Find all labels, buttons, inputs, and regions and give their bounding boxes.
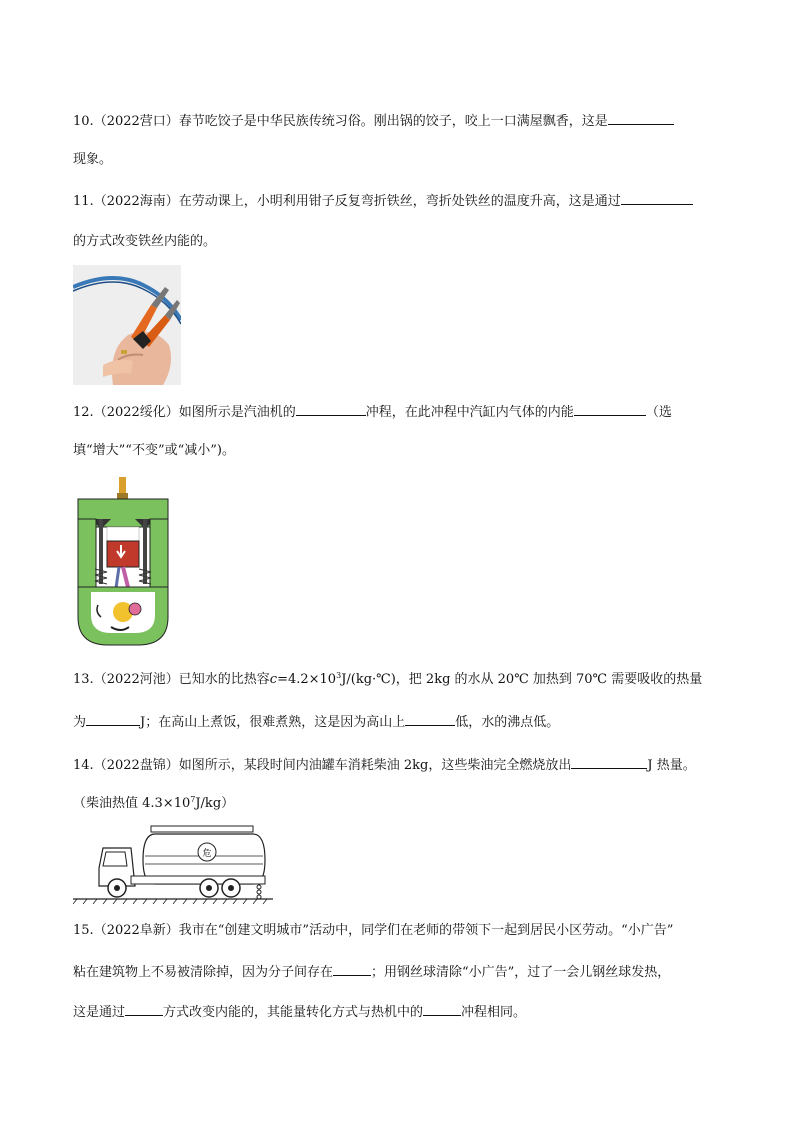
question-text: 方式改变内能的，其能量转化方式与热机中的: [163, 1005, 424, 1020]
question-text: 粘在建筑物上不易被清除掉，因为分子间存在: [73, 965, 334, 980]
question-text: 如图所示是汽油机的: [178, 405, 296, 420]
question-source: （2022盘锦）: [93, 758, 179, 773]
question-source: （2022绥化）: [93, 405, 179, 420]
question-15-line-2: [73, 962, 670, 982]
question-text: 低，水的沸点低。: [455, 715, 560, 730]
question-number: 12.: [73, 405, 94, 420]
answer-blank[interactable]: [423, 1002, 461, 1016]
tank-hazard-label: 危: [202, 849, 212, 859]
oil-tanker-truck-diagram: [73, 820, 273, 905]
question-text: 春节吃饺子是中华民族传统习俗。刚出锅的饺子，咬上一口满屋飘香，这是: [178, 114, 608, 129]
question-text: 填“增大”“不变”或“减小”)。: [73, 443, 235, 458]
pliers-bending-wire-photo: [73, 265, 181, 385]
question-14-note: [73, 795, 234, 813]
question-text: J；在高山上煮饭，很难煮熟，这是因为高山上: [140, 715, 406, 730]
question-10-line-2: [73, 151, 112, 169]
question-text: （柴油热值 4.3×10: [73, 796, 191, 811]
formula-value: =4.2×10: [277, 672, 337, 687]
question-14-line-1: [73, 755, 696, 775]
question-text: 的方式改变铁丝内能的。: [73, 234, 217, 249]
question-15-line-1: [73, 922, 673, 940]
question-number: 10.: [73, 114, 94, 129]
question-source: （2022阜新）: [93, 923, 179, 938]
question-text: 如图所示，某段时间内油罐车消耗柴油 2kg，这些柴油完全燃烧放出: [178, 758, 572, 773]
question-number: 14.: [73, 758, 94, 773]
answer-blank[interactable]: [405, 712, 455, 726]
question-text: 冲程相同。: [461, 1005, 527, 1020]
question-text: 冲程，在此冲程中汽缸内气体的内能: [365, 405, 574, 420]
question-number: 13.: [73, 672, 94, 687]
answer-blank[interactable]: [608, 111, 674, 125]
question-source: （2022河池）: [93, 672, 179, 687]
question-15-line-3: [73, 1002, 526, 1022]
question-10-line-1: [73, 111, 674, 131]
question-source: （2022营口）: [93, 114, 179, 129]
question-number: 11.: [73, 194, 94, 209]
answer-blank[interactable]: [125, 1002, 163, 1016]
question-text: J/kg）: [195, 796, 235, 811]
formula-unit: J/(kg·℃): [341, 672, 396, 687]
question-text: 已知水的比热容: [178, 672, 270, 687]
question-text: 这是通过: [73, 1005, 126, 1020]
answer-blank[interactable]: [571, 755, 647, 769]
gasoline-engine-diagram: [73, 477, 173, 647]
question-13-line-1: [73, 671, 702, 689]
question-text: 为: [73, 715, 87, 730]
question-text: ，把 2kg 的水从 20℃ 加热到 70℃ 需要吸收的热量: [395, 672, 703, 687]
question-text: 在劳动课上，小明利用钳子反复弯折铁丝，弯折处铁丝的温度升高，这是通过: [178, 194, 621, 209]
question-12-line-1: [73, 402, 672, 422]
formula-exponent: 7: [190, 795, 196, 804]
question-text: （选: [645, 405, 672, 420]
formula-variable: c: [269, 672, 278, 687]
question-text: 现象。: [73, 152, 113, 167]
question-source: （2022海南）: [93, 194, 179, 209]
question-11-line-1: [73, 191, 693, 211]
answer-blank[interactable]: [86, 712, 140, 726]
question-number: 15.: [73, 923, 94, 938]
question-12-line-2: [73, 442, 235, 460]
question-text: 我市在“创建文明城市”活动中，同学们在老师的带领下一起到居民小区劳动。“小广告”: [178, 923, 674, 938]
question-13-line-2: [73, 712, 559, 732]
question-text: J 热量。: [647, 758, 696, 773]
answer-blank[interactable]: [296, 402, 366, 416]
answer-blank[interactable]: [333, 962, 371, 976]
question-11-line-2: [73, 233, 216, 251]
question-text: ；用钢丝球清除“小广告”，过了一会儿钢丝球发热，: [371, 965, 671, 980]
answer-blank[interactable]: [574, 402, 646, 416]
answer-blank[interactable]: [621, 191, 693, 205]
formula-exponent: 3: [336, 671, 342, 680]
